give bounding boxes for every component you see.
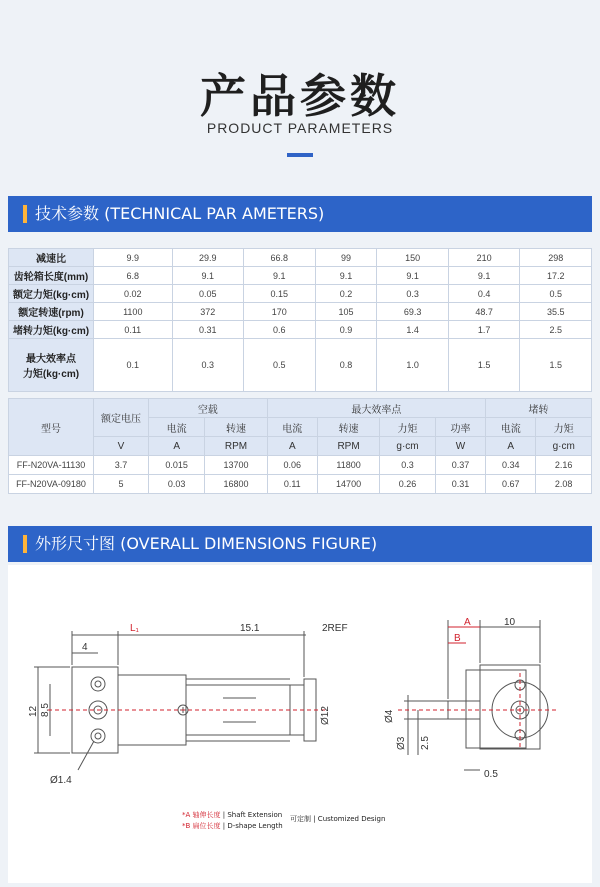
table-cell: 9.1 bbox=[315, 267, 377, 285]
dim-l1: L₁ bbox=[130, 623, 139, 634]
ratio-parameters-table bbox=[8, 248, 592, 392]
table-cell: 0.06 bbox=[267, 456, 317, 475]
stall-header: 堵转 bbox=[486, 399, 592, 418]
page-title: 产品参数 bbox=[200, 69, 400, 123]
table-row bbox=[9, 303, 592, 321]
table-cell: 1.0 bbox=[377, 339, 449, 392]
table-row bbox=[9, 475, 592, 494]
row-label: 减速比 bbox=[9, 249, 94, 267]
table-cell: 0.9 bbox=[315, 321, 377, 339]
table-row bbox=[9, 456, 592, 475]
table-cell: 0.015 bbox=[149, 456, 205, 475]
table-cell: 99 bbox=[315, 249, 377, 267]
table-cell: 170 bbox=[244, 303, 316, 321]
table-cell: 29.9 bbox=[172, 249, 244, 267]
table-cell: 0.02 bbox=[94, 285, 173, 303]
section-marker bbox=[23, 535, 27, 553]
legend-a: *A 轴伸长度 | Shaft Extension bbox=[182, 811, 283, 819]
table-cell: 0.31 bbox=[172, 321, 244, 339]
section-header-technical bbox=[8, 196, 592, 232]
unit-cell: A bbox=[149, 437, 205, 456]
row-label: 额定力矩(kg·cm) bbox=[9, 285, 94, 303]
table-cell: 2.08 bbox=[536, 475, 592, 494]
sub-header: 电流 bbox=[486, 418, 536, 437]
table-cell: 69.3 bbox=[377, 303, 449, 321]
table-cell: 6.8 bbox=[94, 267, 173, 285]
sub-header: 转速 bbox=[317, 418, 379, 437]
table-cell: 0.1 bbox=[94, 339, 173, 392]
table-cell: 2.16 bbox=[536, 456, 592, 475]
table-cell: 0.5 bbox=[520, 285, 592, 303]
max-efficiency-header: 最大效率点 bbox=[267, 399, 485, 418]
table-row bbox=[9, 249, 592, 267]
dim-phi-3: Ø3 bbox=[396, 736, 407, 750]
row-label-line: 最大效率点 bbox=[26, 354, 76, 365]
unit-cell: W bbox=[435, 437, 485, 456]
row-label bbox=[9, 339, 94, 392]
table-cell: 35.5 bbox=[520, 303, 592, 321]
table-cell: 298 bbox=[520, 249, 592, 267]
table-cell: 9.1 bbox=[377, 267, 449, 285]
table-cell: 0.11 bbox=[267, 475, 317, 494]
table-cell: 105 bbox=[315, 303, 377, 321]
table-cell: 1.4 bbox=[377, 321, 449, 339]
table-cell: 0.8 bbox=[315, 339, 377, 392]
table-cell: 0.26 bbox=[380, 475, 436, 494]
table-cell: 9.9 bbox=[94, 249, 173, 267]
table-cell: 14700 bbox=[317, 475, 379, 494]
dim-10: 10 bbox=[504, 617, 516, 628]
table-cell: 48.7 bbox=[448, 303, 520, 321]
legend-b: *B 扁位长度 | D-shape Length bbox=[182, 822, 283, 830]
table-cell: 0.31 bbox=[435, 475, 485, 494]
row-label: 齿轮箱长度(mm) bbox=[9, 267, 94, 285]
motor-performance-table bbox=[8, 398, 592, 494]
unit-cell: g·cm bbox=[380, 437, 436, 456]
legend-customized: 可定制 | Customized Design bbox=[290, 815, 386, 823]
model-cell: FF-N20VA-11130 bbox=[9, 456, 94, 475]
unit-cell: g·cm bbox=[536, 437, 592, 456]
table-cell: 9.1 bbox=[172, 267, 244, 285]
unit-cell: V bbox=[94, 437, 149, 456]
sub-header: 电流 bbox=[149, 418, 205, 437]
dim-b: B bbox=[454, 633, 461, 644]
table-cell: 0.4 bbox=[448, 285, 520, 303]
dimension-drawing-area bbox=[8, 565, 592, 883]
unit-cell: A bbox=[486, 437, 536, 456]
section-title-dimensions: 外形尺寸图 (OVERALL DIMENSIONS FIGURE) bbox=[35, 534, 378, 553]
sub-header: 功率 bbox=[435, 418, 485, 437]
page-subtitle: PRODUCT PARAMETERS bbox=[206, 120, 394, 136]
table-cell: 0.67 bbox=[486, 475, 536, 494]
table-cell: 11800 bbox=[317, 456, 379, 475]
sub-header: 电流 bbox=[267, 418, 317, 437]
mount-hole bbox=[91, 729, 105, 743]
dim-0-5: 0.5 bbox=[484, 769, 498, 780]
sub-header: 转速 bbox=[205, 418, 267, 437]
table-cell: 3.7 bbox=[94, 456, 149, 475]
unit-cell: A bbox=[267, 437, 317, 456]
table-cell: 9.1 bbox=[448, 267, 520, 285]
table-cell: 9.1 bbox=[244, 267, 316, 285]
no-load-header: 空载 bbox=[149, 399, 268, 418]
table-row bbox=[9, 285, 592, 303]
dim-12: 12 bbox=[28, 705, 39, 717]
dim-15-1: 15.1 bbox=[240, 623, 260, 634]
table-row bbox=[9, 321, 592, 339]
table-cell: 0.5 bbox=[244, 339, 316, 392]
dim-a: A bbox=[464, 617, 471, 628]
table-cell: 210 bbox=[448, 249, 520, 267]
table-cell: 0.2 bbox=[315, 285, 377, 303]
table-cell: 1.7 bbox=[448, 321, 520, 339]
unit-cell: RPM bbox=[205, 437, 267, 456]
table-cell: 2.5 bbox=[520, 321, 592, 339]
table-cell: 372 bbox=[172, 303, 244, 321]
table-cell: 0.6 bbox=[244, 321, 316, 339]
dim-phi-1-4: Ø1.4 bbox=[50, 775, 72, 786]
table-cell: 5 bbox=[94, 475, 149, 494]
section-header-dimensions bbox=[8, 526, 592, 562]
table-cell: 66.8 bbox=[244, 249, 316, 267]
dim-2ref: 2REF bbox=[322, 623, 348, 634]
table-cell: 0.03 bbox=[149, 475, 205, 494]
table-cell: 0.34 bbox=[486, 456, 536, 475]
table-cell: 0.15 bbox=[244, 285, 316, 303]
dim-phi-12: Ø12 bbox=[320, 706, 331, 725]
table-cell: 150 bbox=[377, 249, 449, 267]
table-cell: 17.2 bbox=[520, 267, 592, 285]
model-header: 型号 bbox=[9, 399, 94, 456]
voltage-header: 额定电压 bbox=[94, 399, 149, 437]
table-cell: 1100 bbox=[94, 303, 173, 321]
dimension-drawing bbox=[8, 565, 592, 883]
unit-cell: RPM bbox=[317, 437, 379, 456]
table-cell: 1.5 bbox=[448, 339, 520, 392]
dim-4: 4 bbox=[82, 642, 88, 653]
title-accent-bar bbox=[287, 153, 313, 157]
sub-header: 力矩 bbox=[536, 418, 592, 437]
dim-8-5: 8.5 bbox=[40, 703, 51, 717]
table-cell: 13700 bbox=[205, 456, 267, 475]
mount-hole bbox=[91, 677, 105, 691]
table-cell: 0.3 bbox=[380, 456, 436, 475]
table-cell: 0.11 bbox=[94, 321, 173, 339]
section-title-technical: 技术参数 (TECHNICAL PAR AMETERS) bbox=[35, 204, 325, 223]
table-cell: 16800 bbox=[205, 475, 267, 494]
table-row bbox=[9, 267, 592, 285]
table-cell: 0.3 bbox=[172, 339, 244, 392]
row-label-line: 力矩(kg·cm) bbox=[22, 369, 80, 380]
table-cell: 1.5 bbox=[520, 339, 592, 392]
table-cell: 0.37 bbox=[435, 456, 485, 475]
model-cell: FF-N20VA-09180 bbox=[9, 475, 94, 494]
row-label: 额定转速(rpm) bbox=[9, 303, 94, 321]
sub-header: 力矩 bbox=[380, 418, 436, 437]
table-cell: 0.3 bbox=[377, 285, 449, 303]
table-cell: 0.05 bbox=[172, 285, 244, 303]
dim-2-5: 2.5 bbox=[420, 736, 431, 750]
dimension-legend bbox=[182, 810, 386, 832]
section-marker bbox=[23, 205, 27, 223]
row-label: 堵转力矩(kg·cm) bbox=[9, 321, 94, 339]
dim-phi-4: Ø4 bbox=[384, 709, 395, 723]
table-row bbox=[9, 339, 592, 392]
